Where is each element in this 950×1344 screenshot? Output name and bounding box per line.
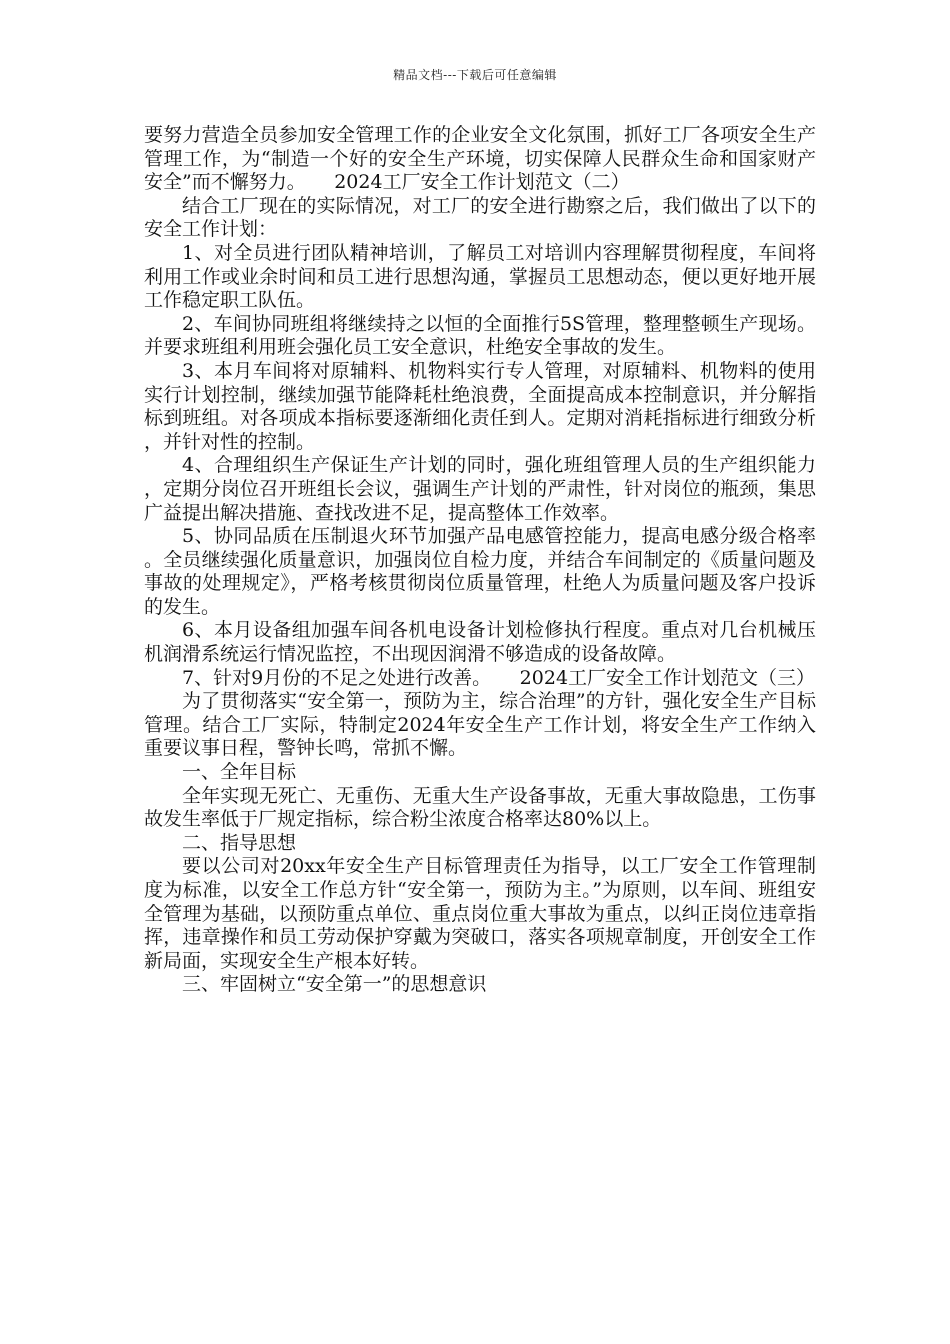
paragraph-10: 为了贯彻落实“安全第一，预防为主，综合治理”的方针，强化安全生产目标管理。结合工厂实际，特制定2024年安全生产工作计划，将安全生产工作纳入重要议事日程，警钟长鸣，常抓不懈。 [144,690,816,760]
section-heading-1: 一、全年目标 [182,761,297,784]
paragraph-6: 4、合理组织生产保证生产计划的同时，强化班组管理人员的生产组织能力，定期分岗位召开班组长会议，强调生产计划的严肃性，针对岗位的瓶颈，集思广益提出解决措施、查找改进不足，提高整体工作效率。 [144,454,816,524]
paragraph-8: 6、本月设备组加强车间各机电设备计划检修执行程度。重点对几台机械压机润滑系统运行情况监控，不出现因润滑不够造成的设备故障。 [144,619,816,666]
paragraph-14: 要以公司对20xx年安全生产目标管理责任为指导，以工厂安全工作管理制度为标准，以安全工作总方针“安全第一，预防为主。”为原则，以车间、班组安全管理为基础，以预防重点单位、重点岗位重大事故为重点，以纠正岗位违章指挥，违章操作和员工劳动保护穿戴为突破口，落实各项规章制度，开创安全工作新局面，实现安全生产根本好转。 [144,855,816,972]
section-heading-2: 二、指导思想 [182,831,297,854]
paragraph-7: 5、协同品质在压制退火环节加强产品电感管控能力，提高电感分级合格率。全员继续强化质量意识，加强岗位自检力度，并结合车间制定的《质量问题及事故的处理规定》，严格考核贯彻岗位质量管理，杜绝人为质量问题及客户投诉的发生。 [144,525,816,618]
section-heading-3: 三、牢固树立“安全第一”的思想意识 [182,973,487,996]
paragraph-5: 3、本月车间将对原辅料、机物料实行专人管理，对原辅料、机物料的使用实行计划控制，继续加强节能降耗杜绝浪费，全面提高成本控制意识，并分解指标到班组。对各项成本指标要逐渐细化责任到人。定期对消耗指标进行细致分析，并针对性的控制。 [144,359,816,453]
paragraph-9: 7、针对9月份的不足之处进行改善。 2024工厂安全工作计划范文（三） [182,666,816,689]
page-header: 精品文档---下载后可任意编辑 [393,68,557,82]
paragraph-3: 1、对全员进行团队精神培训，了解员工对培训内容理解贯彻程度，车间将利用工作或业余时间和员工进行思想沟通，掌握员工思想动态，便以更好地开展工作稳定职工队伍。 [144,241,816,312]
document-body [144,124,816,997]
paragraph-1: 要努力营造全员参加安全管理工作的企业安全文化氛围，抓好工厂各项安全生产管理工作，为“制造一个好的安全生产环境，切实保障人民群众生命和国家财产安全”而不懈努力。 2024工厂安全工作计划范文（二） [144,124,816,194]
paragraph-2: 结合工厂现在的实际情况，对工厂的安全进行勘察之后，我们做出了以下的安全工作计划： [144,194,816,241]
paragraph-4: 2、车间协同班组将继续持之以恒的全面推行5S管理，整理整顿生产现场。并要求班组利用班会强化员工安全意识，杜绝安全事故的发生。 [144,312,816,359]
paragraph-12: 全年实现无死亡、无重伤、无重大生产设备事故，无重大事故隐患，工伤事故发生率低于厂规定指标，综合粉尘浓度合格率达80%以上。 [144,784,816,831]
